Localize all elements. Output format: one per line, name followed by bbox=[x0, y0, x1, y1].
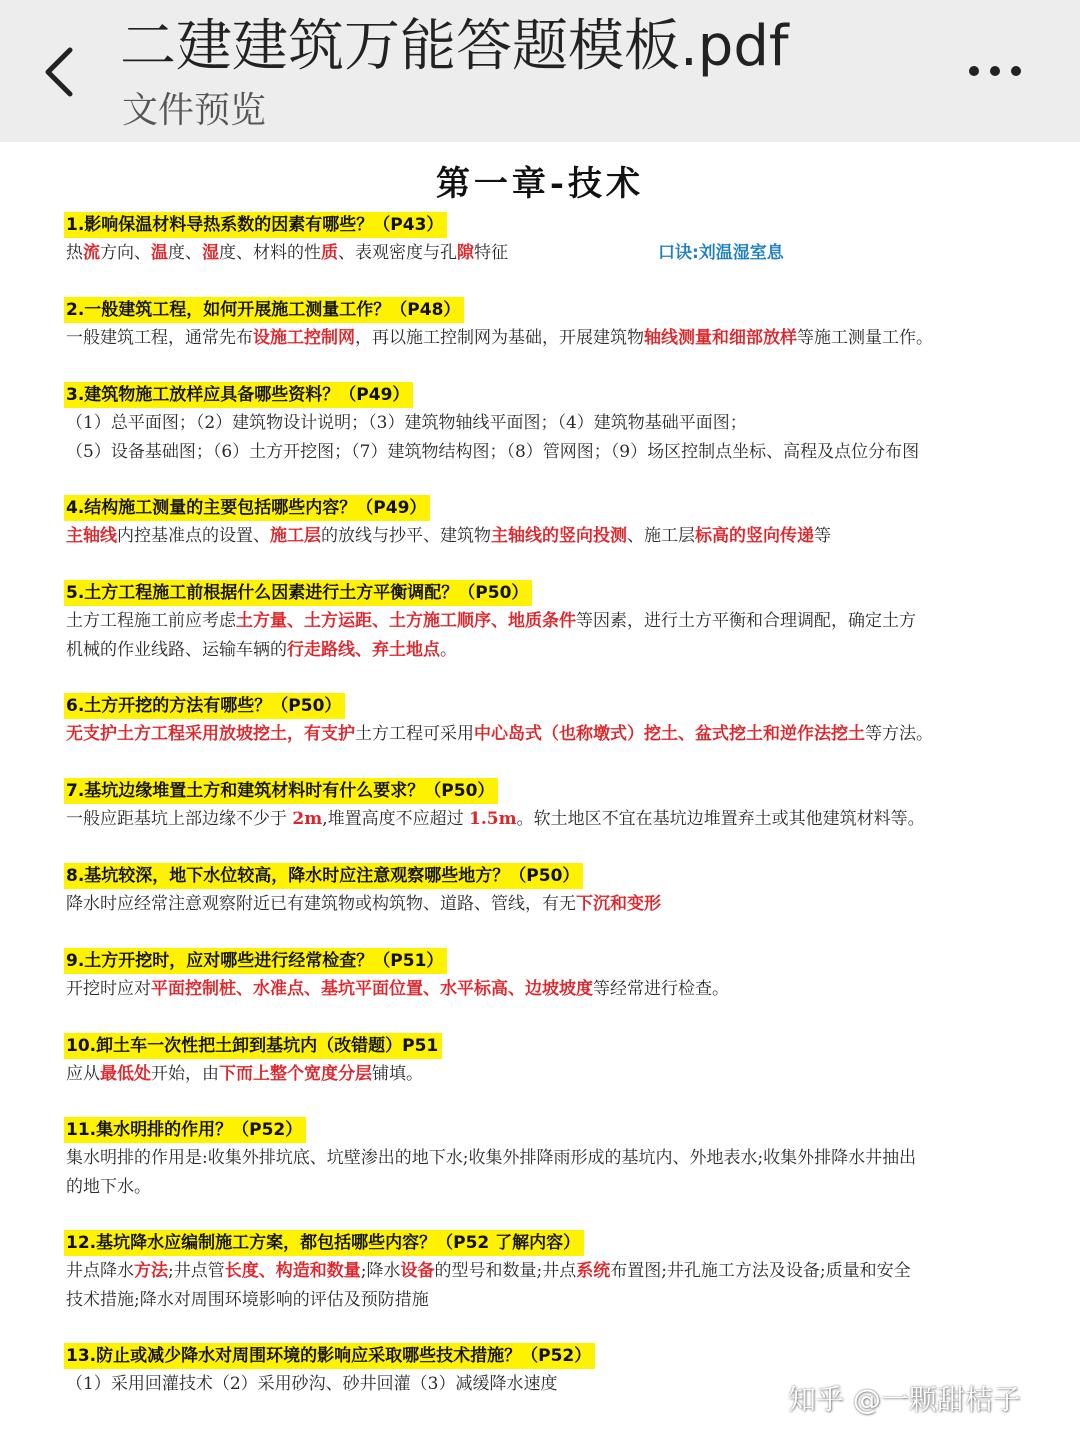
answer-4: 主轴线内控基准点的设置、施工层的放线与抄平、建筑物主轴线的竖向投测、施工层标高的竖向传递等 bbox=[66, 526, 831, 546]
answer-13: （1）采用回灌技术（2）采用砂沟、砂井回灌（3）减缓降水速度 bbox=[66, 1374, 558, 1394]
mnemonic-label: 口诀:刘温湿室息 bbox=[658, 243, 784, 263]
answer-3-line-1: （1）总平面图；（2）建筑物设计说明；（3）建筑物轴线平面图；（4）建筑物基础平面图； bbox=[66, 413, 747, 433]
question-3: 3.建筑物施工放样应具备哪些资料？（P49） bbox=[64, 382, 413, 408]
watermark: 知乎 @一颗甜桔子 bbox=[788, 1383, 1021, 1416]
document-preview[interactable] bbox=[0, 142, 1080, 1440]
answer-10: 应从最低处开始，由下而上整个宽度分层铺填。 bbox=[66, 1064, 423, 1084]
answer-11-line-1: 集水明排的作用是:收集外排坑底、坑壁渗出的地下水;收集外排降雨形成的基坑内、外地表水;收集外排降水井抽出 bbox=[66, 1148, 917, 1168]
answer-3-line-2: （5）设备基础图；（6）土方开挖图；（7）建筑物结构图；（8）管网图；（9）场区控制点坐标、高程及点位分布图 bbox=[66, 442, 920, 462]
question-6: 6.土方开挖的方法有哪些？（P50） bbox=[64, 693, 345, 719]
question-2: 2.一般建筑工程，如何开展施工测量工作？（P48） bbox=[64, 297, 464, 323]
question-11: 11.集水明排的作用？（P52） bbox=[64, 1117, 306, 1143]
answer-12-line-1: 井点降水方法;井点管长度、构造和数量;降水设备的型号和数量;井点系统布置图;井孔施工方法及设备;质量和安全 bbox=[66, 1261, 911, 1281]
question-10: 10.卸土车一次性把土卸到基坑内（改错题）P51 bbox=[64, 1033, 442, 1059]
question-12: 12.基坑降水应编制施工方案，都包括哪些内容？（P52 了解内容） bbox=[64, 1230, 584, 1256]
question-4: 4.结构施工测量的主要包括哪些内容？（P49） bbox=[64, 495, 430, 521]
more-horizontal-icon bbox=[962, 56, 1032, 86]
back-button[interactable] bbox=[34, 38, 94, 106]
answer-5-line-2: 机械的作业线路、运输车辆的行走路线、弃土地点。 bbox=[66, 640, 457, 660]
answer-2: 一般建筑工程，通常先布设施工控制网，再以施工控制网为基础，开展建筑物轴线测量和细部放样等施工测量工作。 bbox=[66, 328, 933, 348]
answer-8: 降水时应经常注意观察附近已有建筑物或构筑物、道路、管线，有无下沉和变形 bbox=[66, 894, 661, 914]
answer-11-line-2: 的地下水。 bbox=[66, 1177, 151, 1197]
file-title: 二建建筑万能答题模板.pdf bbox=[120, 14, 789, 79]
question-7: 7.基坑边缘堆置土方和建筑材料时有什么要求？（P50） bbox=[64, 778, 498, 804]
question-5: 5.土方工程施工前根据什么因素进行土方平衡调配？（P50） bbox=[64, 580, 532, 606]
question-13: 13.防止或减少降水对周围环境的影响应采取哪些技术措施？（P52） bbox=[64, 1343, 595, 1369]
chevron-left-icon bbox=[34, 38, 94, 106]
chapter-title: 第一章-技术 bbox=[435, 164, 645, 204]
answer-12-line-2: 技术措施;降水对周围环境影响的评估及预防措施 bbox=[66, 1290, 429, 1310]
more-button[interactable] bbox=[962, 56, 1032, 86]
answer-6: 无支护土方工程采用放坡挖土，有支护土方工程可采用中心岛式（也称墩式）挖土、盆式挖土和逆作法挖土等方法。 bbox=[66, 724, 933, 744]
file-preview-label: 文件预览 bbox=[122, 90, 267, 131]
answer-9: 开挖时应对平面控制桩、水准点、基坑平面位置、水平标高、边坡坡度等经常进行检查。 bbox=[66, 979, 729, 999]
question-8: 8.基坑较深，地下水位较高，降水时应注意观察哪些地方？（P50） bbox=[64, 863, 583, 889]
answer-7: 一般应距基坑上部边缘不少于 2m,堆置高度不应超过 1.5m。软土地区不宜在基坑边堆置弃土或其他建筑材料等。 bbox=[66, 809, 925, 829]
app-header bbox=[0, 0, 1080, 142]
question-1: 1.影响保温材料导热系数的因素有哪些？（P43） bbox=[64, 212, 447, 238]
question-9: 9.土方开挖时，应对哪些进行经常检查？（P51） bbox=[64, 948, 447, 974]
answer-1: 热流方向、温度、湿度、材料的性质、表观密度与孔隙特征 bbox=[66, 243, 508, 263]
answer-5-line-1: 土方工程施工前应考虑土方量、土方运距、土方施工顺序、地质条件等因素，进行土方平衡和合理调配，确定土方 bbox=[66, 611, 916, 631]
